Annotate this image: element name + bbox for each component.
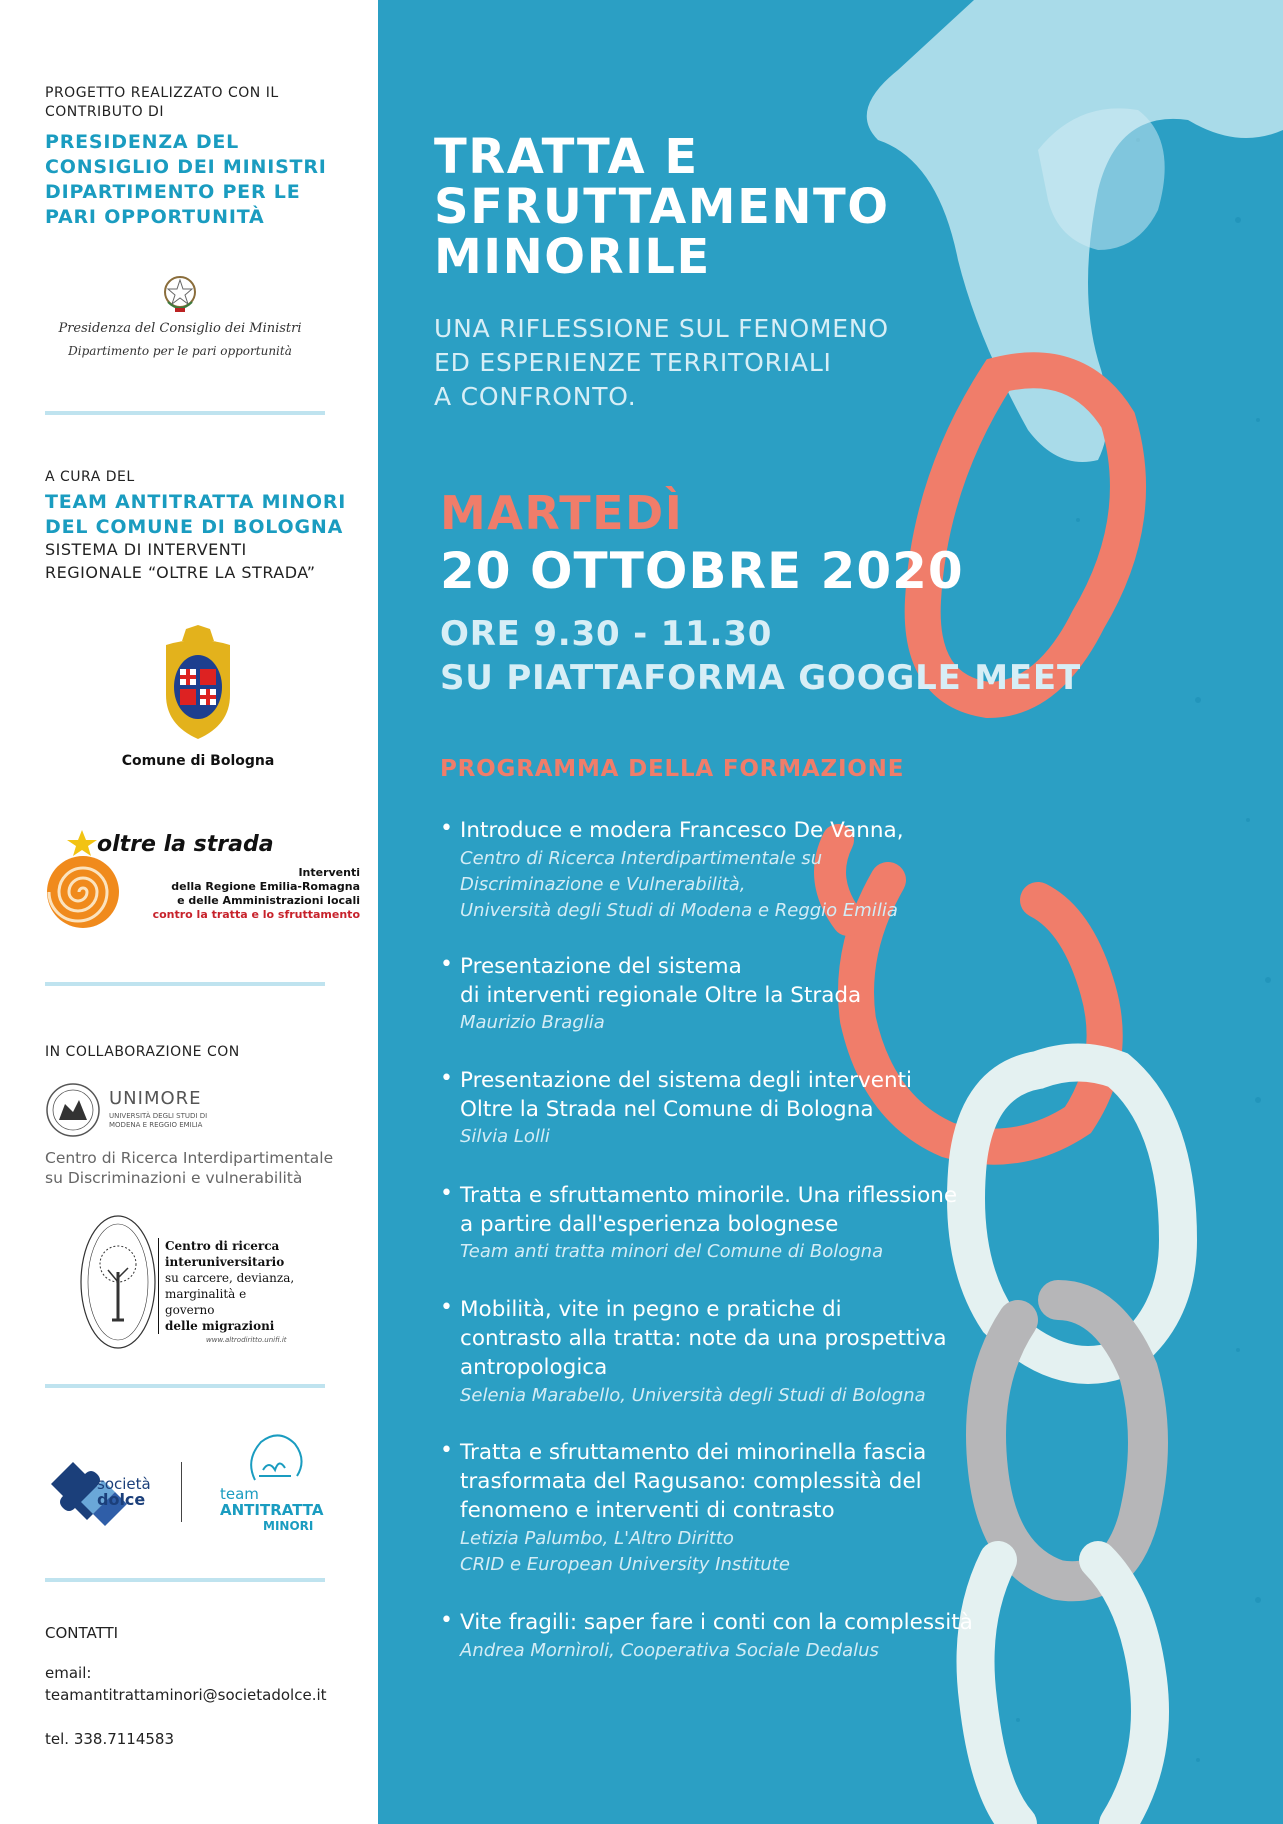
government-logo-line-2: Dipartimento per le pari opportunità bbox=[68, 344, 292, 358]
partners-logos bbox=[45, 1430, 345, 1550]
divider bbox=[45, 411, 325, 415]
italian-emblem-icon bbox=[160, 272, 200, 314]
divider bbox=[45, 1384, 325, 1388]
comune-bologna-caption: Comune di Bologna bbox=[121, 753, 275, 769]
event-subtitle: UNA RIFLESSIONE SUL FENOMENO ED ESPERIENZE TERRITORIALI A CONFRONTO. bbox=[434, 314, 889, 411]
curated-org: TEAM ANTITRATTA MINORI DEL COMUNE DI BOLOGNA bbox=[45, 491, 347, 538]
oltre-la-strada-logo bbox=[45, 828, 360, 943]
tree-oval-icon bbox=[78, 1212, 158, 1352]
unimore-small: UNIVERSITÀ DEGLI STUDI DI MODENA E REGGIO EMILIA bbox=[109, 1112, 208, 1129]
government-logo-line-1: Presidenza del Consiglio dei Ministri bbox=[58, 321, 302, 336]
funding-label: PROGETTO REALIZZATO CON IL CONTRIBUTO DI bbox=[45, 85, 279, 120]
event-date: 20 OTTOBRE 2020 bbox=[440, 542, 964, 600]
unimore-name: UNIMORE bbox=[109, 1088, 202, 1109]
grey-link bbox=[986, 1300, 1148, 1581]
oltre-la-strada-lines: Interventi della Regione Emilia-Romagna e delle Amministrazioni locali contro la tratta e lo sfruttamento bbox=[152, 866, 360, 921]
collab-label: IN COLLABORAZIONE CON bbox=[45, 1044, 240, 1060]
event-time-platform: ORE 9.30 - 11.30 SU PIATTAFORMA GOOGLE MEET bbox=[440, 614, 1081, 698]
divider bbox=[45, 982, 325, 986]
unimore-seal-icon bbox=[45, 1082, 101, 1138]
phone-number[interactable]: tel. 338.7114583 bbox=[45, 1730, 175, 1748]
sidebar bbox=[0, 0, 378, 1824]
team-antitratta-logo: team ANTITRATTA MINORI bbox=[220, 1485, 324, 1533]
email-label: email: bbox=[45, 1664, 92, 1682]
comune-bologna-logo bbox=[108, 625, 288, 769]
curated-label: A CURA DEL bbox=[45, 469, 135, 485]
event-day: MARTEDÌ bbox=[440, 486, 684, 540]
funding-org: PRESIDENZA DEL CONSIGLIO DEI MINISTRI DIPARTIMENTO PER LE PARI OPPORTUNITÀ bbox=[45, 131, 327, 228]
oltre-la-strada-title: oltre la strada bbox=[97, 832, 274, 857]
program-heading: PROGRAMMA DELLA FORMAZIONE bbox=[440, 756, 905, 782]
contacts-label: CONTATTI bbox=[45, 1624, 119, 1642]
altro-diritto-url: www.altrodiritto.unifi.it bbox=[206, 1336, 287, 1344]
email-link[interactable]: teamantitrattaminori@societadolce.it bbox=[45, 1686, 327, 1704]
event-title: TRATTA E SFRUTTAMENTO MINORILE bbox=[434, 129, 890, 285]
government-logo bbox=[40, 272, 320, 362]
societa-dolce-name: società dolce bbox=[97, 1475, 151, 1509]
bologna-crest-icon bbox=[158, 625, 238, 743]
altro-diritto-logo bbox=[78, 1212, 298, 1352]
altro-diritto-text: Centro di ricerca interuniversitario su carcere, devianza, marginalità e governo delle migrazioni bbox=[158, 1238, 298, 1334]
unimore-description: Centro di Ricerca Interdipartimentale su Discriminazioni e vulnerabilità bbox=[45, 1149, 334, 1187]
curated-system: SISTEMA DI INTERVENTI REGIONALE “OLTRE LA STRADA” bbox=[45, 540, 316, 582]
partners-separator bbox=[181, 1462, 182, 1522]
divider bbox=[45, 1578, 325, 1582]
poster-main: TRATTA E SFRUTTAMENTO MINORILE UNA RIFLESSIONE SUL FENOMENO ED ESPERIENZE TERRITORIALI A CONFRONTO. MARTEDÌ 20 OTTOBRE 2020 ORE 9.30 - 11.30 SU PIATTAFORMA GOOGLE MEET PROGRAMMA DELLA FORMAZIONE • Introduce e modera Francesco De Vanna, Centro di Ricerca Interdipartimentale su Discriminazione e Vulnerabilità, Università degli Studi di Modena e Reggio Emilia • Presentazione del sistema di interventi regionale Oltre la Strada Maurizio Braglia • Presentazione del sistema degli interventi Oltre la Strada nel Comune di Bologna Silvia Lolli • Tratta e sfruttamento minorile. Una riflessione a partire dall'esperienza bolognese Team anti tratta minori del Comune di Bologna • Mobilità, vite in pegno e pratiche di contrasto alla tratta: note da una prospettiva antropologica Selenia Marabello, Università degli Studi di Bologna • Tratta e sfruttamento dei minorinella fascia trasformata del Ragusano: complessità del fenomeno e interventi di contrasto Letizia Palumbo, L'Altro Diritto CRID e European University Institute • Vite fragili: saper fare i conti con la complessità Andrea Mornìroli, Cooperativa Sociale Dedalus bbox=[378, 0, 1283, 1824]
